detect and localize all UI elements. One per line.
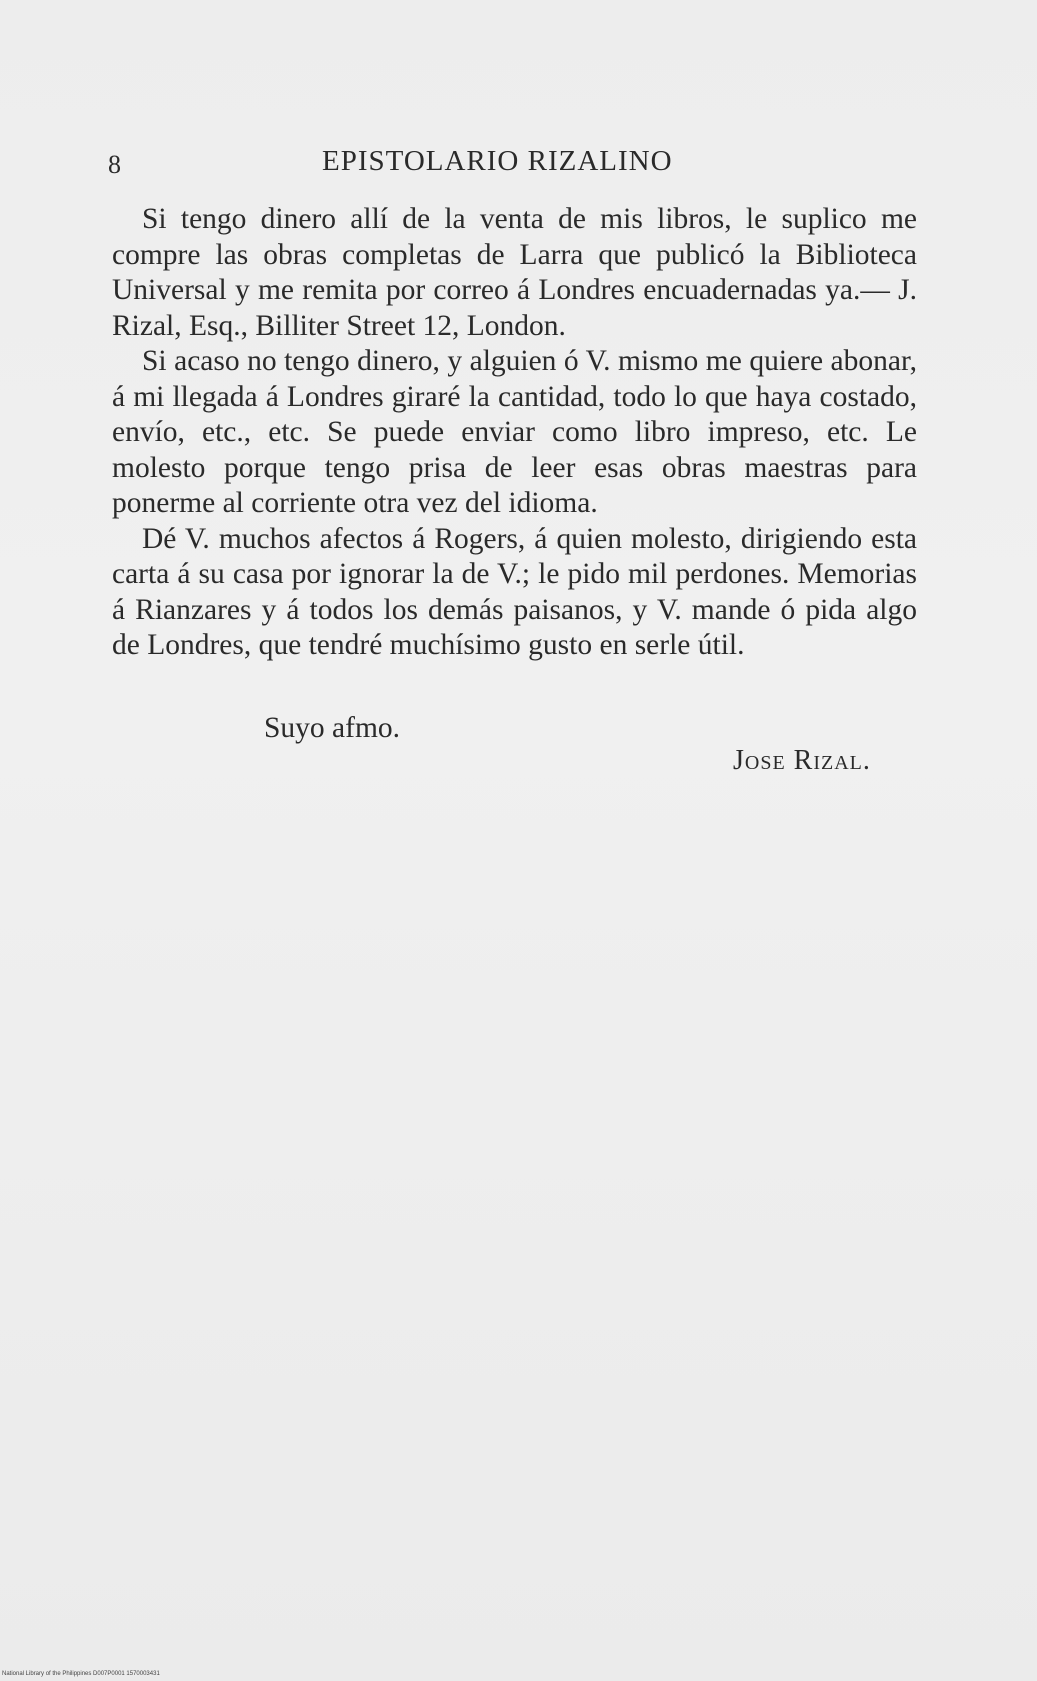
signature: Jose Rizal. — [733, 745, 871, 776]
running-head: EPISTOLARIO RIZALINO — [322, 145, 673, 177]
paragraph: Dé V. muchos afectos á Rogers, á quien molesto, dirigiendo esta carta á su casa por ignorar la de V.; le pido mil perdones. Memorias á Rianzares y á todos los demás paisanos, y V. mande ó pida algo de Londres, que tendré muchísimo gusto en serle útil. — [112, 522, 917, 661]
letter-closing: Suyo afmo. — [264, 712, 401, 744]
letter-body — [112, 202, 917, 664]
paragraph: Si acaso no tengo dinero, y alguien ó V. mismo me quiere abonar, á mi llegada á Londres giraré la cantidad, todo lo que haya costado, envío, etc., etc. Se puede enviar como libro impreso, etc. Le molesto porque tengo prisa de leer esas obras maestras para ponerme al corriente otra vez del idioma. — [112, 345, 917, 519]
page-number: 8 — [108, 150, 122, 179]
paragraph: Si tengo dinero allí de la venta de mis libros, le suplico me compre las obras completas de Larra que publicó la Biblioteca Universal y me remita por correo á Londres encuadernadas ya.— J. Rizal, Esq., Billiter Street 12, London. — [112, 203, 917, 342]
archive-footer-note: National Library of the Philippines D007P0001 1570003431 — [2, 1671, 160, 1677]
